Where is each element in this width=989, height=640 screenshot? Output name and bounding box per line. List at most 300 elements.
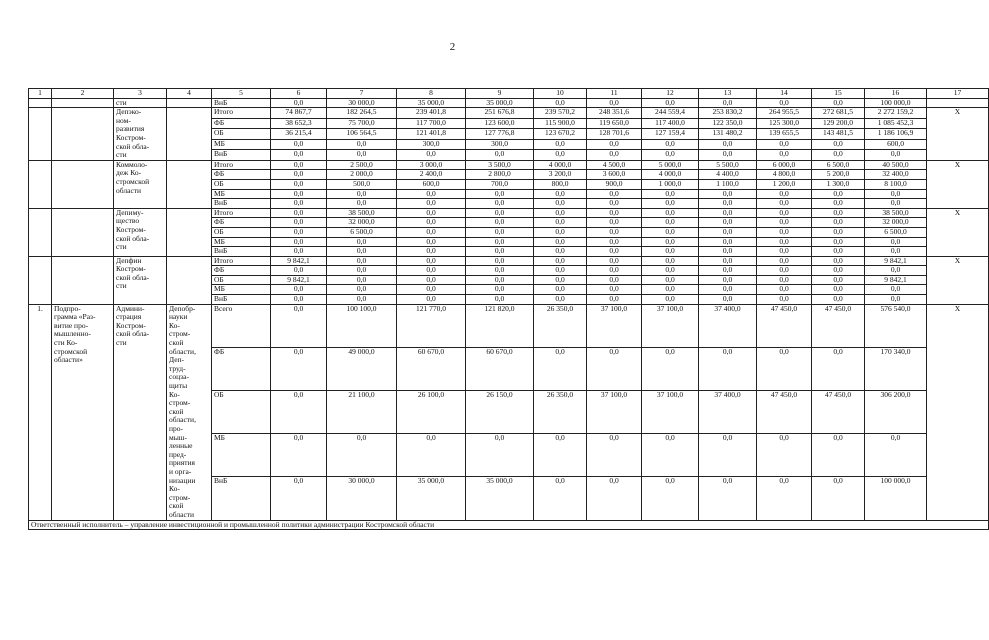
value-cell: 32 000,0 xyxy=(865,218,927,228)
value-cell: 0,0 xyxy=(757,139,812,150)
value-cell: 0,0 xyxy=(812,139,865,150)
value-cell: 0,0 xyxy=(699,98,757,108)
value-cell: 0,0 xyxy=(757,256,812,266)
value-cell: 123 670,2 xyxy=(534,129,587,140)
value-cell: 0,0 xyxy=(757,275,812,285)
row-number-cell xyxy=(29,208,52,256)
column-17-cell: X xyxy=(927,160,989,208)
value-cell: 5 500,0 xyxy=(699,160,757,170)
value-cell: 0,0 xyxy=(587,275,642,285)
participants-cell xyxy=(167,160,212,208)
value-cell: 0,0 xyxy=(812,237,865,247)
value-cell: 21 100,0 xyxy=(327,390,397,433)
column-number: 3 xyxy=(114,89,167,99)
value-cell: 0,0 xyxy=(642,237,699,247)
value-cell: 125 300,0 xyxy=(757,118,812,129)
value-cell: 0,0 xyxy=(699,189,757,199)
value-cell: 0,0 xyxy=(271,266,327,276)
value-cell: 0,0 xyxy=(757,434,812,477)
value-cell: 0,0 xyxy=(699,139,757,150)
value-cell: 0,0 xyxy=(271,160,327,170)
program-name-cell xyxy=(52,208,114,256)
value-cell: 0,0 xyxy=(699,208,757,218)
value-cell: 0,0 xyxy=(699,295,757,305)
value-cell: 0,0 xyxy=(534,285,587,295)
value-cell: 0,0 xyxy=(271,347,327,390)
value-cell: 30 000,0 xyxy=(327,98,397,108)
value-cell: 0,0 xyxy=(397,295,466,305)
value-cell: 700,0 xyxy=(466,179,534,189)
column-17-cell: X xyxy=(927,108,989,161)
value-cell: 0,0 xyxy=(271,218,327,228)
value-cell: 0,0 xyxy=(642,477,699,520)
value-cell: 0,0 xyxy=(271,98,327,108)
value-cell: 600,0 xyxy=(397,179,466,189)
value-cell: 0,0 xyxy=(642,199,699,209)
value-cell: 117 700,0 xyxy=(397,118,466,129)
value-cell: 0,0 xyxy=(327,189,397,199)
value-cell: 0,0 xyxy=(812,98,865,108)
value-cell: 0,0 xyxy=(397,150,466,161)
value-cell: 0,0 xyxy=(757,189,812,199)
column-number: 10 xyxy=(534,89,587,99)
value-cell: 0,0 xyxy=(699,150,757,161)
value-cell: 0,0 xyxy=(699,434,757,477)
value-cell: 0,0 xyxy=(642,150,699,161)
value-cell: 122 350,0 xyxy=(699,118,757,129)
value-cell: 0,0 xyxy=(587,266,642,276)
value-cell: 127 159,4 xyxy=(642,129,699,140)
value-cell: 5 200,0 xyxy=(812,170,865,180)
column-number: 14 xyxy=(757,89,812,99)
value-cell: 0,0 xyxy=(397,266,466,276)
value-cell: 0,0 xyxy=(397,218,466,228)
value-cell: 0,0 xyxy=(865,295,927,305)
funding-source-cell: Итого xyxy=(212,160,271,170)
value-cell: 0,0 xyxy=(699,477,757,520)
value-cell: 0,0 xyxy=(327,266,397,276)
value-cell: 1 100,0 xyxy=(699,179,757,189)
value-cell: 0,0 xyxy=(812,256,865,266)
value-cell: 36 215,4 xyxy=(271,129,327,140)
value-cell: 0,0 xyxy=(271,434,327,477)
value-cell: 0,0 xyxy=(534,347,587,390)
value-cell: 47 450,0 xyxy=(812,304,865,347)
value-cell: 0,0 xyxy=(865,237,927,247)
column-number: 13 xyxy=(699,89,757,99)
value-cell: 115 900,0 xyxy=(534,118,587,129)
funding-source-cell: ВнБ xyxy=(212,199,271,209)
value-cell: 4 400,0 xyxy=(699,170,757,180)
value-cell: 264 955,5 xyxy=(757,108,812,119)
value-cell: 0,0 xyxy=(466,266,534,276)
value-cell: 0,0 xyxy=(757,150,812,161)
value-cell: 0,0 xyxy=(757,237,812,247)
value-cell: 0,0 xyxy=(642,266,699,276)
value-cell: 0,0 xyxy=(642,434,699,477)
value-cell: 0,0 xyxy=(865,434,927,477)
value-cell: 0,0 xyxy=(587,295,642,305)
funding-source-cell: ФБ xyxy=(212,170,271,180)
value-cell: 26 100,0 xyxy=(397,390,466,433)
value-cell: 0,0 xyxy=(642,247,699,257)
value-cell: 60 670,0 xyxy=(466,347,534,390)
funding-source-cell: Итого xyxy=(212,208,271,218)
row-number-cell: 1. xyxy=(29,304,52,520)
funding-source-cell: ОБ xyxy=(212,227,271,237)
value-cell: 0,0 xyxy=(812,285,865,295)
value-cell: 0,0 xyxy=(812,434,865,477)
value-cell: 0,0 xyxy=(397,189,466,199)
value-cell: 0,0 xyxy=(271,247,327,257)
value-cell: 6 000,0 xyxy=(757,160,812,170)
value-cell: 0,0 xyxy=(397,247,466,257)
value-cell: 0,0 xyxy=(699,256,757,266)
value-cell: 0,0 xyxy=(757,347,812,390)
value-cell: 35 000,0 xyxy=(397,477,466,520)
value-cell: 37 100,0 xyxy=(642,390,699,433)
value-cell: 100 000,0 xyxy=(865,98,927,108)
value-cell: 244 559,4 xyxy=(642,108,699,119)
value-cell: 0,0 xyxy=(397,275,466,285)
value-cell: 239 570,2 xyxy=(534,108,587,119)
value-cell: 37 400,0 xyxy=(699,304,757,347)
responsible-executor-note: Ответственный исполнитель – управление инвестиционной и промышленной политики администрации Костромской области xyxy=(29,520,989,530)
value-cell: 0,0 xyxy=(642,256,699,266)
value-cell: 26 150,0 xyxy=(466,390,534,433)
value-cell: 128 701,6 xyxy=(587,129,642,140)
value-cell: 4 500,0 xyxy=(587,160,642,170)
value-cell: 74 867,7 xyxy=(271,108,327,119)
value-cell: 0,0 xyxy=(587,98,642,108)
value-cell: 0,0 xyxy=(327,199,397,209)
value-cell: 300,0 xyxy=(397,139,466,150)
value-cell: 0,0 xyxy=(466,247,534,257)
value-cell: 0,0 xyxy=(699,285,757,295)
value-cell: 35 000,0 xyxy=(466,477,534,520)
value-cell: 0,0 xyxy=(642,347,699,390)
value-cell: 0,0 xyxy=(271,150,327,161)
value-cell: 0,0 xyxy=(642,98,699,108)
value-cell: 1 300,0 xyxy=(812,179,865,189)
executor-cell: Депфин Костром- ской обла- сти xyxy=(114,256,167,304)
value-cell: 0,0 xyxy=(642,295,699,305)
value-cell: 0,0 xyxy=(587,477,642,520)
value-cell: 0,0 xyxy=(812,347,865,390)
funding-source-cell: ОБ xyxy=(212,390,271,433)
value-cell: 2 000,0 xyxy=(327,170,397,180)
value-cell: 0,0 xyxy=(699,218,757,228)
row-number-cell xyxy=(29,256,52,304)
value-cell: 4 000,0 xyxy=(642,170,699,180)
value-cell: 2 272 159,2 xyxy=(865,108,927,119)
column-number: 7 xyxy=(327,89,397,99)
value-cell: 0,0 xyxy=(327,139,397,150)
value-cell: 26 350,0 xyxy=(534,304,587,347)
value-cell: 37 100,0 xyxy=(587,390,642,433)
program-name-cell xyxy=(52,256,114,304)
value-cell: 0,0 xyxy=(327,150,397,161)
value-cell: 2 800,0 xyxy=(466,170,534,180)
value-cell: 0,0 xyxy=(327,434,397,477)
value-cell: 139 655,5 xyxy=(757,129,812,140)
value-cell: 0,0 xyxy=(587,347,642,390)
value-cell: 0,0 xyxy=(812,477,865,520)
value-cell: 0,0 xyxy=(397,256,466,266)
column-number: 1 xyxy=(29,89,52,99)
value-cell: 0,0 xyxy=(534,434,587,477)
row-number-cell xyxy=(29,108,52,161)
value-cell: 182 264,5 xyxy=(327,108,397,119)
column-number: 15 xyxy=(812,89,865,99)
value-cell: 0,0 xyxy=(812,208,865,218)
value-cell: 500,0 xyxy=(327,179,397,189)
value-cell: 0,0 xyxy=(271,304,327,347)
value-cell: 0,0 xyxy=(534,477,587,520)
value-cell: 0,0 xyxy=(757,477,812,520)
value-cell: 0,0 xyxy=(466,256,534,266)
value-cell: 251 676,8 xyxy=(466,108,534,119)
value-cell: 0,0 xyxy=(699,266,757,276)
value-cell: 0,0 xyxy=(271,227,327,237)
value-cell: 1 000,0 xyxy=(642,179,699,189)
value-cell: 0,0 xyxy=(865,247,927,257)
value-cell: 0,0 xyxy=(642,227,699,237)
participants-cell xyxy=(167,256,212,304)
value-cell: 0,0 xyxy=(466,275,534,285)
value-cell: 0,0 xyxy=(534,266,587,276)
funding-source-cell: МБ xyxy=(212,139,271,150)
value-cell: 143 481,5 xyxy=(812,129,865,140)
value-cell: 248 351,6 xyxy=(587,108,642,119)
value-cell: 0,0 xyxy=(812,218,865,228)
participants-cell xyxy=(167,208,212,256)
value-cell: 0,0 xyxy=(466,227,534,237)
funding-source-cell: ФБ xyxy=(212,347,271,390)
value-cell: 0,0 xyxy=(466,218,534,228)
value-cell: 0,0 xyxy=(534,98,587,108)
value-cell: 0,0 xyxy=(699,237,757,247)
column-17-cell: X xyxy=(927,304,989,520)
value-cell: 4 000,0 xyxy=(534,160,587,170)
column-number: 6 xyxy=(271,89,327,99)
participants-cell xyxy=(167,108,212,161)
value-cell: 0,0 xyxy=(642,208,699,218)
value-cell: 0,0 xyxy=(534,208,587,218)
value-cell: 0,0 xyxy=(534,256,587,266)
value-cell: 272 681,5 xyxy=(812,108,865,119)
value-cell: 49 000,0 xyxy=(327,347,397,390)
funding-source-cell: Всего xyxy=(212,304,271,347)
value-cell: 35 000,0 xyxy=(397,98,466,108)
value-cell: 1 186 106,9 xyxy=(865,129,927,140)
value-cell: 6 500,0 xyxy=(812,160,865,170)
executor-cell: Депэко- ном- развития Костром- ской обла- сти xyxy=(114,108,167,161)
funding-source-cell: ВнБ xyxy=(212,477,271,520)
participants-cell xyxy=(167,98,212,108)
value-cell: 6 500,0 xyxy=(327,227,397,237)
value-cell: 0,0 xyxy=(327,237,397,247)
value-cell: 0,0 xyxy=(587,227,642,237)
value-cell: 75 700,0 xyxy=(327,118,397,129)
value-cell: 0,0 xyxy=(397,208,466,218)
value-cell: 0,0 xyxy=(466,189,534,199)
value-cell: 0,0 xyxy=(271,237,327,247)
row-number-cell xyxy=(29,98,52,108)
value-cell: 0,0 xyxy=(812,247,865,257)
value-cell: 3 500,0 xyxy=(466,160,534,170)
value-cell: 30 000,0 xyxy=(327,477,397,520)
value-cell: 0,0 xyxy=(534,139,587,150)
funding-source-cell: ФБ xyxy=(212,118,271,129)
value-cell: 0,0 xyxy=(534,295,587,305)
value-cell: 127 776,8 xyxy=(466,129,534,140)
value-cell: 1 085 452,3 xyxy=(865,118,927,129)
value-cell: 0,0 xyxy=(642,275,699,285)
value-cell: 0,0 xyxy=(587,150,642,161)
value-cell: 106 564,5 xyxy=(327,129,397,140)
value-cell: 0,0 xyxy=(757,247,812,257)
value-cell: 123 600,0 xyxy=(466,118,534,129)
column-number: 4 xyxy=(167,89,212,99)
funding-source-cell: Итого xyxy=(212,108,271,119)
value-cell: 4 800,0 xyxy=(757,170,812,180)
value-cell: 0,0 xyxy=(271,477,327,520)
value-cell: 9 842,1 xyxy=(271,256,327,266)
value-cell: 0,0 xyxy=(466,237,534,247)
value-cell: 38 500,0 xyxy=(865,208,927,218)
value-cell: 0,0 xyxy=(327,247,397,257)
value-cell: 0,0 xyxy=(466,208,534,218)
value-cell: 0,0 xyxy=(699,347,757,390)
value-cell: 37 100,0 xyxy=(642,304,699,347)
value-cell: 0,0 xyxy=(397,237,466,247)
value-cell: 0,0 xyxy=(642,218,699,228)
value-cell: 0,0 xyxy=(865,189,927,199)
funding-source-cell: МБ xyxy=(212,189,271,199)
value-cell: 0,0 xyxy=(865,150,927,161)
value-cell: 0,0 xyxy=(699,247,757,257)
value-cell: 800,0 xyxy=(534,179,587,189)
funding-source-cell: ФБ xyxy=(212,266,271,276)
value-cell: 0,0 xyxy=(587,208,642,218)
value-cell: 2 400,0 xyxy=(397,170,466,180)
value-cell: 3 200,0 xyxy=(534,170,587,180)
value-cell: 0,0 xyxy=(812,295,865,305)
value-cell: 0,0 xyxy=(757,208,812,218)
table-row xyxy=(29,304,989,347)
value-cell: 0,0 xyxy=(812,227,865,237)
page-number: 2 xyxy=(449,41,456,53)
value-cell: 47 450,0 xyxy=(757,304,812,347)
participants-cell: Депобр- науки Ко- стром- ской области, Деп- труд- соцза- щиты Ко- стром- ской области, про- мыш- ленные пред- приятия и орга- низации Ко- стром- ской области xyxy=(167,304,212,520)
value-cell: 0,0 xyxy=(812,189,865,199)
column-number: 9 xyxy=(466,89,534,99)
program-name-cell xyxy=(52,160,114,208)
column-number-row xyxy=(29,89,989,99)
value-cell: 0,0 xyxy=(865,199,927,209)
value-cell: 170 340,0 xyxy=(865,347,927,390)
program-name-cell xyxy=(52,108,114,161)
value-cell: 0,0 xyxy=(534,218,587,228)
funding-source-cell: ОБ xyxy=(212,275,271,285)
value-cell: 1 200,0 xyxy=(757,179,812,189)
value-cell: 0,0 xyxy=(642,285,699,295)
column-number: 11 xyxy=(587,89,642,99)
value-cell: 0,0 xyxy=(327,295,397,305)
value-cell: 0,0 xyxy=(812,275,865,285)
value-cell: 0,0 xyxy=(587,256,642,266)
value-cell: 0,0 xyxy=(397,434,466,477)
funding-source-cell: ОБ xyxy=(212,179,271,189)
value-cell: 0,0 xyxy=(271,199,327,209)
value-cell: 0,0 xyxy=(271,208,327,218)
value-cell: 6 500,0 xyxy=(865,227,927,237)
value-cell: 0,0 xyxy=(534,199,587,209)
value-cell: 239 401,8 xyxy=(397,108,466,119)
value-cell: 0,0 xyxy=(466,150,534,161)
value-cell: 0,0 xyxy=(397,285,466,295)
value-cell: 121 770,0 xyxy=(397,304,466,347)
value-cell: 119 650,0 xyxy=(587,118,642,129)
value-cell: 0,0 xyxy=(271,189,327,199)
value-cell: 306 200,0 xyxy=(865,390,927,433)
value-cell: 0,0 xyxy=(466,434,534,477)
table-row xyxy=(29,256,989,266)
value-cell: 0,0 xyxy=(466,285,534,295)
value-cell: 32 000,0 xyxy=(327,218,397,228)
value-cell: 0,0 xyxy=(757,218,812,228)
value-cell: 0,0 xyxy=(466,199,534,209)
value-cell: 253 830,2 xyxy=(699,108,757,119)
value-cell: 0,0 xyxy=(534,247,587,257)
program-name-cell xyxy=(52,98,114,108)
value-cell: 9 842,1 xyxy=(271,275,327,285)
value-cell: 0,0 xyxy=(757,266,812,276)
value-cell: 0,0 xyxy=(534,275,587,285)
funding-source-cell: ФБ xyxy=(212,218,271,228)
funding-source-cell: ВнБ xyxy=(212,98,271,108)
column-number: 12 xyxy=(642,89,699,99)
table-row xyxy=(29,108,989,119)
value-cell: 0,0 xyxy=(587,218,642,228)
value-cell: 0,0 xyxy=(587,237,642,247)
column-17-cell: X xyxy=(927,208,989,256)
funding-source-cell: МБ xyxy=(212,237,271,247)
value-cell: 0,0 xyxy=(534,237,587,247)
value-cell: 0,0 xyxy=(327,275,397,285)
funding-source-cell: МБ xyxy=(212,285,271,295)
value-cell: 0,0 xyxy=(812,199,865,209)
value-cell: 0,0 xyxy=(865,266,927,276)
value-cell: 3 600,0 xyxy=(587,170,642,180)
value-cell: 0,0 xyxy=(587,189,642,199)
value-cell: 0,0 xyxy=(534,150,587,161)
value-cell: 0,0 xyxy=(271,170,327,180)
value-cell: 0,0 xyxy=(757,98,812,108)
value-cell: 26 350,0 xyxy=(534,390,587,433)
value-cell: 0,0 xyxy=(812,266,865,276)
value-cell: 8 100,0 xyxy=(865,179,927,189)
value-cell: 100 100,0 xyxy=(327,304,397,347)
value-cell: 38 500,0 xyxy=(327,208,397,218)
executor-cell: Депиму- щество Костром- ской обла- сти xyxy=(114,208,167,256)
program-name-cell: Подпро- грамма «Раз- витие про- мышленно- сти Ко- стромской области» xyxy=(52,304,114,520)
value-cell: 0,0 xyxy=(699,275,757,285)
value-cell: 300,0 xyxy=(466,139,534,150)
value-cell: 9 842,1 xyxy=(865,256,927,266)
value-cell: 576 540,0 xyxy=(865,304,927,347)
